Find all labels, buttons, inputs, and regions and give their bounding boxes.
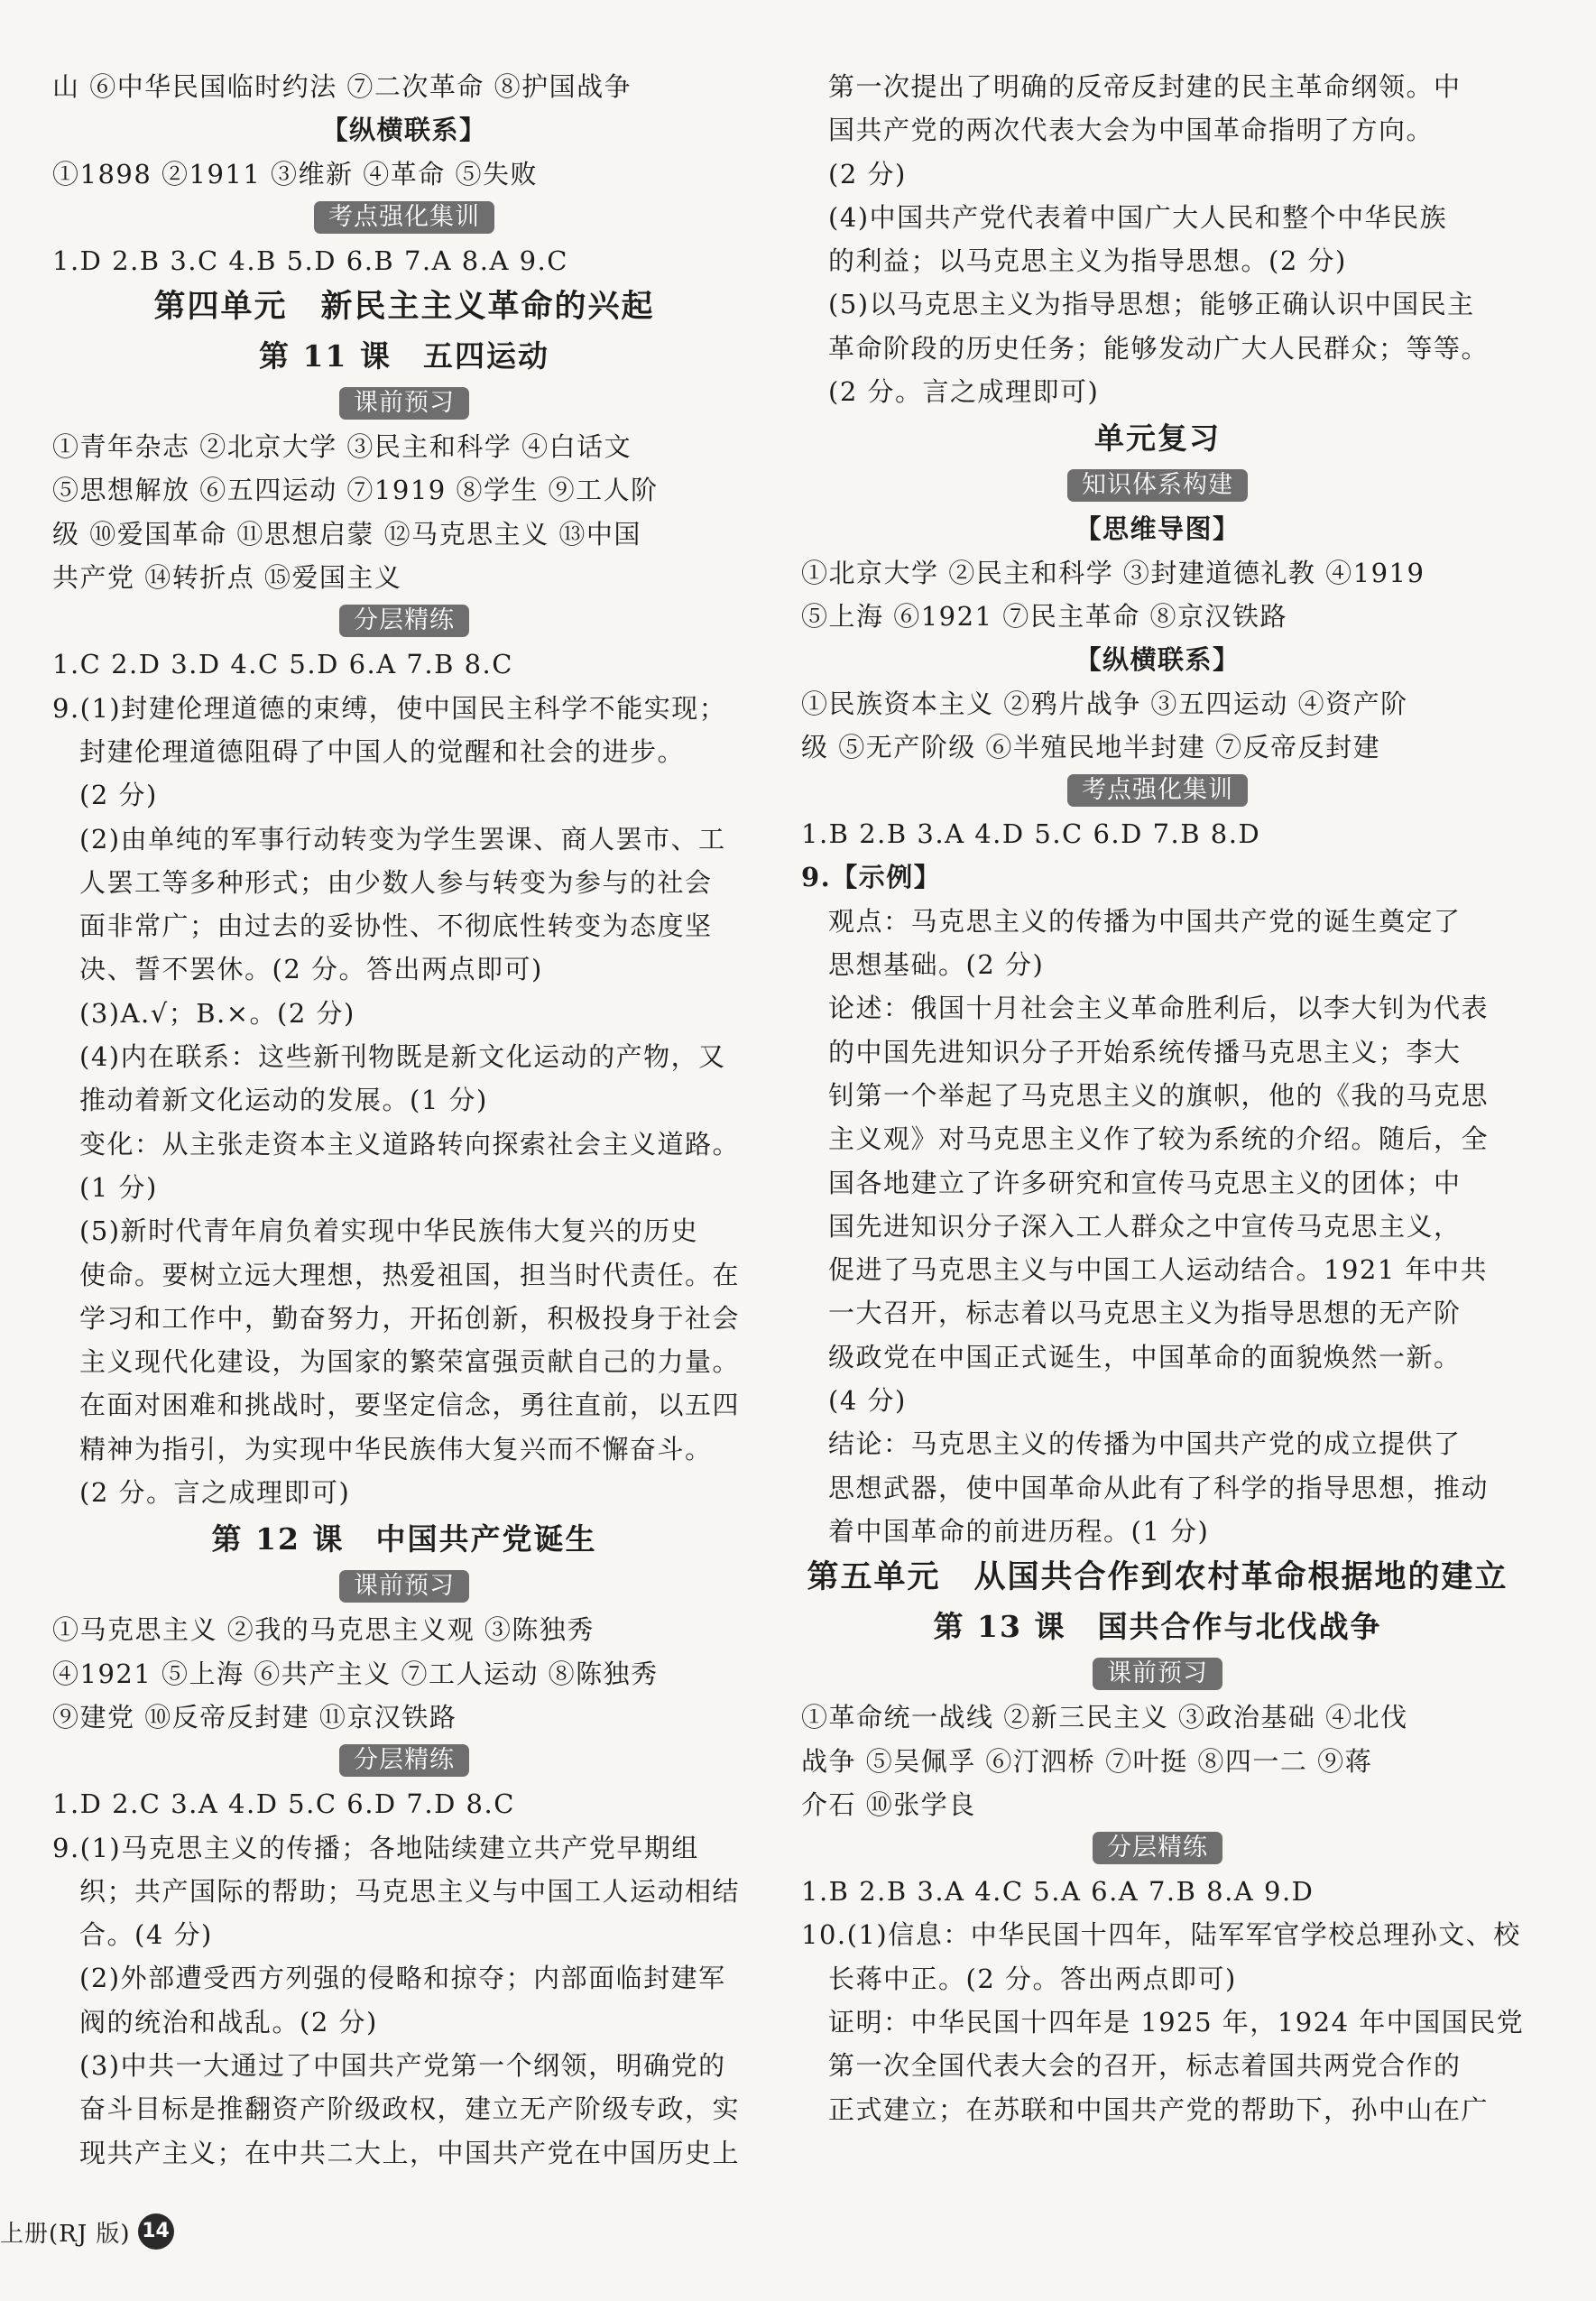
- answer-line: 1.D 2.C 3.A 4.D 5.C 6.D 7.D 8.C: [52, 1788, 515, 1820]
- section-tag: 分层精练: [339, 1744, 469, 1777]
- answer-line: 精神为指引，为实现中华民族伟大复兴而不懈奋斗。: [79, 1433, 713, 1465]
- unit-heading: 第四单元 新民主主义革命的兴起: [153, 288, 655, 326]
- answer-line: 级 ⑩爱国革命 ⑪思想启蒙 ⑫马克思主义 ⑬中国: [52, 518, 641, 550]
- answer-line: (2)外部遭受西方列强的侵略和掠夺；内部面临封建军: [79, 1963, 726, 1994]
- left-column: [52, 65, 756, 2175]
- answer-line: 现共产主义；在中共二大上，中国共产党在中国历史上: [79, 2137, 741, 2168]
- page-number-badge: 14: [138, 2213, 174, 2250]
- answer-line: (5)以马克思主义为指导思想；能够正确认识中国民主: [828, 289, 1475, 320]
- section-tag-row: [52, 1565, 756, 1608]
- answer-line: 9.(1)马克思主义的传播；各地陆续建立共产党早期组: [52, 1832, 699, 1863]
- answer-line: ④1921 ⑤上海 ⑥共产主义 ⑦工人运动 ⑧陈独秀: [52, 1658, 659, 1689]
- section-tag-row: [52, 599, 756, 642]
- answer-line: 国各地建立了许多研究和宣传马克思主义的团体；中: [828, 1167, 1462, 1198]
- answer-line: 思想基础。(2 分): [828, 949, 1045, 981]
- answer-line: (4 分): [828, 1385, 907, 1417]
- answer-line: 决、誓不罢休。(2 分。答出两点即可): [79, 954, 543, 985]
- answer-line: 面非常广；由过去的妥协性、不彻底性转变为态度坚: [79, 910, 713, 942]
- answer-line: 学习和工作中，勤奋努力，开拓创新，积极投身于社会: [79, 1302, 741, 1334]
- answer-line: 10.(1)信息：中华民国十四年，陆军军官学校总理孙文、校: [801, 1919, 1521, 1951]
- answer-line: 【纵横联系】: [321, 115, 487, 146]
- section-tag-row: [52, 382, 756, 425]
- answer-line: 国先进知识分子深入工人群众之中宣传马克思主义，: [828, 1210, 1462, 1242]
- section-tag-row: [801, 1652, 1514, 1696]
- answer-line: ①马克思主义 ②我的马克思主义观 ③陈独秀: [52, 1614, 595, 1646]
- answer-line: 长蒋中正。(2 分。答出两点即可): [828, 1963, 1237, 1994]
- section-tag-row: [52, 1739, 756, 1782]
- answer-line: 第一次提出了明确的反帝反封建的民主革命纲领。中: [828, 71, 1462, 102]
- answer-line: (2 分): [79, 780, 158, 811]
- section-tag: 课前预习: [339, 387, 469, 420]
- answer-line: 的利益；以马克思主义为指导思想。(2 分): [828, 245, 1347, 277]
- answer-line: 1.B 2.B 3.A 4.C 5.A 6.A 7.B 8.A 9.D: [801, 1876, 1315, 1908]
- answer-line: (2 分。言之成理即可): [828, 376, 1100, 408]
- answer-line: 1.D 2.B 3.C 4.B 5.D 6.B 7.A 8.A 9.C: [52, 245, 568, 276]
- answer-line: (4)中国共产党代表着中国广大人民和整个中华民族: [828, 201, 1448, 233]
- answer-line: 共产党 ⑭转折点 ⑮爱国主义: [52, 562, 402, 594]
- section-tag-row: [801, 1826, 1514, 1870]
- answer-line: ①1898 ②1911 ③维新 ④革命 ⑤失败: [52, 158, 538, 189]
- answer-line: 封建伦理道德阻碍了中国人的觉醒和社会的进步。: [79, 735, 686, 767]
- answer-line: 主义现代化建设，为国家的繁荣富强贡献自己的力量。: [79, 1346, 741, 1378]
- answer-line: 观点：马克思主义的传播为中国共产党的诞生奠定了: [828, 905, 1462, 937]
- right-column: [801, 65, 1525, 2131]
- answer-line: 国共产党的两次代表大会为中国革命指明了方向。: [828, 115, 1435, 146]
- unit-heading: 第五单元 从国共合作到农村革命根据地的建立: [807, 1558, 1508, 1596]
- answer-line: 9.(1)封建伦理道德的束缚，使中国民主科学不能实现；: [52, 692, 727, 724]
- lesson-heading: 第 12 课 中国共产党诞生: [211, 1521, 597, 1557]
- answer-line: 9.【示例】: [801, 862, 942, 893]
- answer-line: ①北京大学 ②民主和科学 ③封建道德礼教 ④1919: [801, 557, 1425, 588]
- page-footer: [0, 2209, 174, 2254]
- answer-line: 奋斗目标是推翻资产阶级政权，建立无产阶级专政，实: [79, 2093, 741, 2125]
- answer-line: 在面对困难和挑战时，要坚定信念，勇往直前，以五四: [79, 1390, 741, 1421]
- answer-line: (5)新时代青年肩负着实现中华民族伟大复兴的历史: [79, 1215, 699, 1247]
- answer-line: 结论：马克思主义的传播为中国共产党的成立提供了: [828, 1428, 1462, 1460]
- answer-line: 使命。要树立远大理想，热爱祖国，担当时代责任。在: [79, 1259, 741, 1290]
- answer-line: (2)由单纯的军事行动转变为学生罢课、商人罢市、工: [79, 823, 726, 855]
- answer-line: ⑤思想解放 ⑥五四运动 ⑦1919 ⑧学生 ⑨工人阶: [52, 475, 659, 506]
- answer-line: 级政党在中国正式诞生，中国革命的面貌焕然一新。: [828, 1341, 1462, 1372]
- section-tag: 课前预习: [1093, 1658, 1222, 1690]
- answer-line: 论述：俄国十月社会主义革命胜利后，以李大钊为代表: [828, 993, 1490, 1024]
- answer-line: 钊第一个举起了马克思主义的旗帜，他的《我的马克思: [828, 1079, 1490, 1111]
- answer-line: 战争 ⑤吴佩孚 ⑥汀泗桥 ⑦叶挺 ⑧四一二 ⑨蒋: [801, 1745, 1373, 1777]
- answer-line: 证明：中华民国十四年是 1925 年，1924 年中国国民党: [828, 2006, 1525, 2038]
- section-tag: 课前预习: [339, 1570, 469, 1603]
- footer-book-label: 上册(RJ 版): [0, 2220, 131, 2248]
- answer-line: (1 分): [79, 1171, 158, 1203]
- answer-line: 的中国先进知识分子开始系统传播马克思主义；李大: [828, 1036, 1462, 1067]
- answer-line: 思想武器，使中国革命从此有了科学的指导思想，推动: [828, 1472, 1490, 1503]
- answer-line: 织；共产国际的帮助；马克思主义与中国工人运动相结: [79, 1875, 741, 1907]
- answer-line: ⑤上海 ⑥1921 ⑦民主革命 ⑧京汉铁路: [801, 600, 1287, 632]
- answer-line: 着中国革命的前进历程。(1 分): [828, 1515, 1210, 1547]
- section-tag-row: [52, 196, 756, 239]
- answer-line: 1.C 2.D 3.D 4.C 5.D 6.A 7.B 8.C: [52, 649, 513, 680]
- answer-line: 一大召开，标志着以马克思主义为指导思想的无产阶: [828, 1298, 1462, 1329]
- answer-line: 介石 ⑩张学良: [801, 1788, 976, 1820]
- lesson-heading: 单元复习: [1094, 420, 1221, 457]
- lesson-heading: 第 11 课 五四运动: [259, 338, 549, 374]
- answer-line: (4)内在联系：这些新刊物既是新文化运动的产物，又: [79, 1041, 726, 1073]
- answer-line: 正式建立；在苏联和中国共产党的帮助下，孙中山在广: [828, 2093, 1490, 2125]
- section-tag: 考点强化集训: [1067, 774, 1248, 807]
- answer-line: (2 分。言之成理即可): [79, 1477, 351, 1509]
- answer-line: 第一次全国代表大会的召开，标志着国共两党合作的: [828, 2050, 1462, 2082]
- answer-line: 山 ⑥中华民国临时约法 ⑦二次革命 ⑧护国战争: [52, 71, 632, 102]
- answer-line: ⑨建党 ⑩反帝反封建 ⑪京汉铁路: [52, 1701, 457, 1733]
- answer-line: ①青年杂志 ②北京大学 ③民主和科学 ④白话文: [52, 431, 632, 463]
- answer-line: 革命阶段的历史任务；能够发动广大人民群众；等等。: [828, 332, 1490, 364]
- answer-line: ①民族资本主义 ②鸦片战争 ③五四运动 ④资产阶: [801, 688, 1408, 719]
- section-tag-row: [801, 769, 1514, 812]
- section-tag-row: [801, 464, 1514, 507]
- section-tag: 考点强化集训: [314, 201, 494, 234]
- section-tag: 知识体系构建: [1067, 469, 1248, 502]
- answer-line: 主义观》对马克思主义作了较为系统的介绍。随后，全: [828, 1123, 1490, 1155]
- answer-line: 级 ⑤无产阶级 ⑥半殖民地半封建 ⑦反帝反封建: [801, 731, 1381, 762]
- answer-line: 【纵横联系】: [1075, 644, 1241, 676]
- answer-line: (3)A.√；B.×。(2 分): [79, 997, 355, 1029]
- lesson-heading: 第 13 课 国共合作与北伐战争: [933, 1609, 1382, 1645]
- answer-line: ①革命统一战线 ②新三民主义 ③政治基础 ④北伐: [801, 1702, 1408, 1733]
- section-tag: 分层精练: [1093, 1832, 1222, 1864]
- section-tag: 分层精练: [339, 605, 469, 637]
- answer-line: 推动着新文化运动的发展。(1 分): [79, 1085, 488, 1116]
- answer-line: 变化：从主张走资本主义道路转向探索社会主义道路。: [79, 1128, 741, 1160]
- answer-line: (3)中共一大通过了中国共产党第一个纲领，明确党的: [79, 2049, 726, 2081]
- answer-line: 【思维导图】: [1075, 513, 1241, 545]
- answer-line: 合。(4 分): [79, 1919, 213, 1951]
- answer-line: 1.B 2.B 3.A 4.D 5.C 6.D 7.B 8.D: [801, 818, 1261, 850]
- answer-line: 人罢工等多种形式；由少数人参与转变为参与的社会: [79, 866, 713, 898]
- answer-line: 促进了马克思主义与中国工人运动结合。1921 年中共: [828, 1254, 1489, 1286]
- answer-line: 阀的统治和战乱。(2 分): [79, 2006, 378, 2038]
- answer-line: (2 分): [828, 158, 907, 189]
